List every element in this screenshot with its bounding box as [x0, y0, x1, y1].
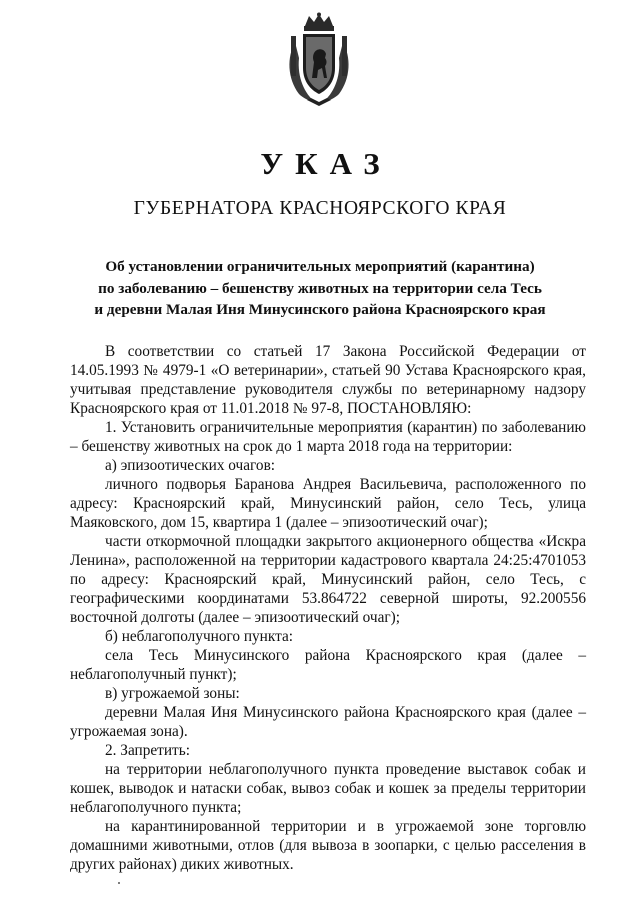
heading-line: Об установлении ограничительных мероприятий (карантина)	[105, 258, 535, 275]
coat-of-arms-icon	[281, 12, 357, 108]
paragraph-subitem-a: а) эпизоотических очагов:	[105, 457, 276, 474]
paragraph-prohibition-2: на карантинированной территории и в угрожаемой зоне торговлю домашними животными, отлов (для вывоза в зоопарки, с целью расселения в других районах) диких животных.	[70, 818, 586, 873]
heading-line: и деревни Малая Иня Минусинского района Красноярского края	[94, 301, 546, 318]
paragraph-item-2: 2. Запретить:	[105, 742, 190, 759]
page-mark	[118, 882, 120, 884]
document-subtitle: ГУБЕРНАТОРА КРАСНОЯРСКОГО КРАЯ	[133, 198, 507, 219]
paragraph-subitem-v: в) угрожаемой зоны:	[105, 685, 240, 702]
paragraph-unfavorable-point: села Тесь Минусинского района Красноярского края (далее – неблагополучный пункт);	[70, 647, 586, 683]
paragraph-focus-1: личного подворья Баранова Андрея Васильевича, расположенного по адресу: Красноярский край, Минусинский район, село Тесь, улица Маяковского, дом 15, квартира 1 (далее – эпизоотический очаг);	[70, 476, 586, 531]
paragraph-threatened-zone: деревни Малая Иня Минусинского района Красноярского края (далее – угрожаемая зона).	[70, 704, 586, 740]
decree-body	[70, 342, 586, 874]
decree-heading	[60, 256, 580, 321]
paragraph-subitem-b: б) неблагополучного пункта:	[105, 628, 294, 645]
heading-line: по заболеванию – бешенству животных на территории села Тесь	[98, 279, 542, 297]
paragraph-prohibition-1: на территории неблагополучного пункта проведение выставок собак и кошек, выводок и натаски собак, вывоз собак и кошек за пределы территории неблагополучного пункта;	[70, 761, 586, 816]
document-title: УКАЗ	[260, 146, 392, 181]
paragraph-preamble: В соответствии со статьей 17 Закона Российской Федерации от 14.05.1993 № 4979-1 «О ветеринарии», статьей 90 Устава Красноярского края, учитывая представление руководителя службы по ветеринарному надзору Красноярского края от 11.01.2018 № 97-8, ПОСТАНОВЛЯЮ:	[70, 343, 586, 417]
paragraph-focus-2: части откормочной площадки закрытого акционерного общества «Искра Ленина», расположенной на территории кадастрового квартала 24:25:4701053 по адресу: Красноярский край, Минусинский район, село Тесь, с географическими координатами 53.864722 северной широты, 92.200556 восточной долготы (далее – эпизоотический очаг);	[70, 533, 586, 626]
paragraph-item-1: 1. Установить ограничительные мероприятия (карантин) по заболеванию – бешенству животных на срок до 1 марта 2018 года на территории:	[70, 419, 586, 455]
